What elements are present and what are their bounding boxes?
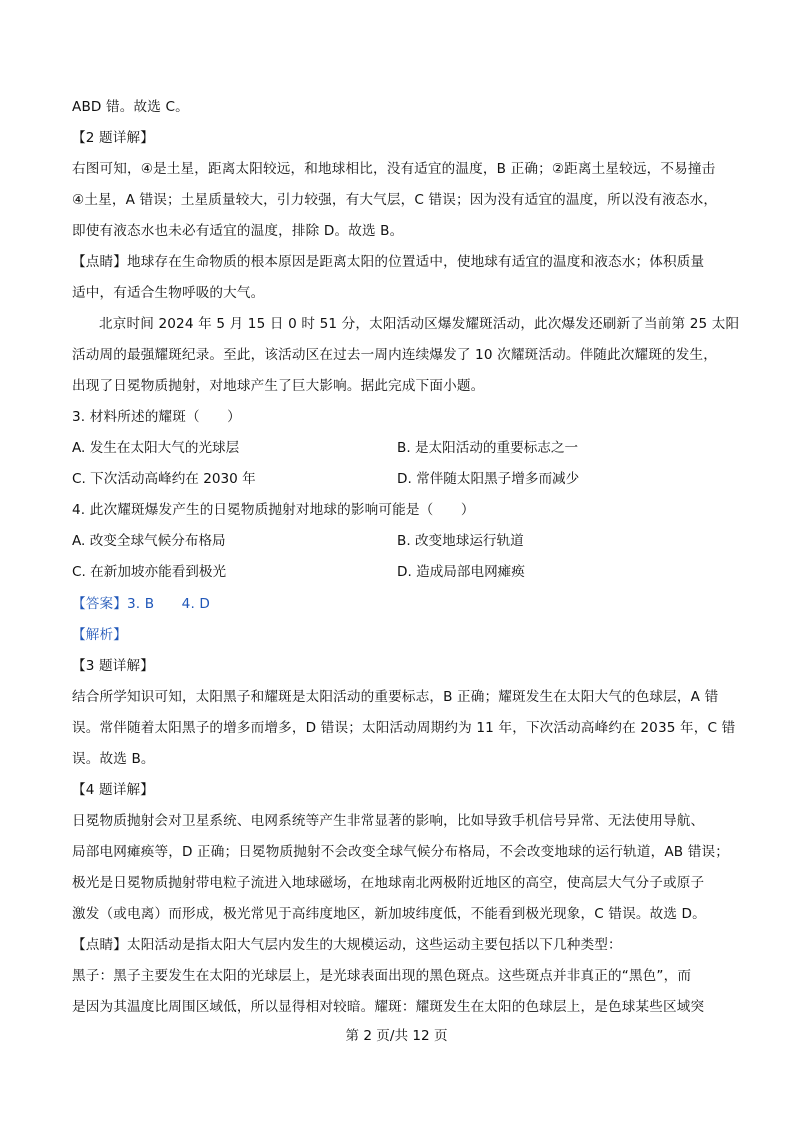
text-line: 右图可知，④是土星，距离太阳较远，和地球相比，没有适宜的温度，B 正确；②距离土星较远，不易撞击 (72, 161, 716, 177)
question-4: 4. 此次耀斑爆发产生的日冕物质抛射对地球的影响可能是（ ） (72, 502, 475, 518)
analysis-heading: 【解析】 (72, 627, 127, 643)
text-line: 误。常伴随着太阳黑子的增多而增多，D 错误；太阳活动周期约为 11 年，下次活动高峰约在 2035 年，C 错 (72, 720, 736, 736)
q3-option-b: B. 是太阳活动的重要标志之一 (397, 440, 579, 456)
text-line: 日冕物质抛射会对卫星系统、电网系统等产生非常显著的影响，比如导致手机信号异常、无法使用导航、 (72, 813, 705, 829)
text-line: ④土星，A 错误；土星质量较大，引力较强，有大气层，C 错误；因为没有适宜的温度，所以没有液态水， (72, 192, 718, 208)
text-line: 局部电网瘫痪等，D 正确；日冕物质抛射不会改变全球气候分布格局，不会改变地球的运行轨道，AB 错误； (72, 844, 729, 860)
q4-option-b: B. 改变地球运行轨道 (397, 533, 524, 549)
q4-option-d: D. 造成局部电网瘫痪 (397, 564, 525, 580)
q4-option-a: A. 改变全球气候分布格局 (72, 533, 226, 549)
text-line: 误。故选 B。 (72, 751, 155, 767)
q3-option-d: D. 常伴随太阳黑子增多而减少 (397, 471, 580, 487)
page-footer: 第 2 页/共 12 页 (345, 1028, 448, 1044)
q3-option-c: C. 下次活动高峰约在 2030 年 (72, 471, 256, 487)
text-line: ABD 错。故选 C。 (72, 99, 189, 115)
text-line: 黑子：黑子主要发生在太阳的光球层上，是光球表面出现的黑色斑点。这些斑点并非真正的“黑色”，而 (72, 968, 692, 984)
text-line: 出现了日冕物质抛射，对地球产生了巨大影响。据此完成下面小题。 (72, 378, 485, 394)
text-line: 北京时间 2024 年 5 月 15 日 0 时 51 分，太阳活动区爆发耀斑活动，此次爆发还刷新了当前第 25 太阳 (99, 316, 740, 332)
text-line: 【点睛】地球存在生命物质的根本原因是距离太阳的位置适中，使地球有适宜的温度和液态水；体积质量 (72, 254, 705, 270)
text-line: 激发（或电离）而形成，极光常见于高纬度地区，新加坡纬度低，不能看到极光现象，C 错误。故选 D。 (72, 906, 706, 922)
text-line: 适中，有适合生物呼吸的大气。 (72, 285, 265, 301)
question-3: 3. 材料所述的耀斑（ ） (72, 409, 241, 425)
note-heading: 【点睛】太阳活动是指太阳大气层内发生的大规模运动，这些运动主要包括以下几种类型： (72, 937, 622, 953)
section-heading: 【3 题详解】 (72, 658, 154, 674)
section-heading: 【2 题详解】 (72, 130, 154, 146)
text-line: 即使有液态水也未必有适宜的温度，排除 D。故选 B。 (72, 223, 404, 239)
text-line: 极光是日冕物质抛射带电粒子流进入地球磁场，在地球南北两极附近地区的高空，使高层大气分子或原子 (72, 875, 705, 891)
text-line: 是因为其温度比周围区域低，所以显得相对较暗。耀斑：耀斑发生在太阳的色球层上，是色球某些区域突 (72, 999, 705, 1015)
text-line: 结合所学知识可知，太阳黑子和耀斑是太阳活动的重要标志，B 正确；耀斑发生在太阳大气的色球层，A 错 (72, 689, 719, 705)
section-heading: 【4 题详解】 (72, 782, 154, 798)
answer-line: 【答案】3. B 4. D (72, 596, 211, 612)
q4-option-c: C. 在新加坡亦能看到极光 (72, 564, 227, 580)
q3-option-a: A. 发生在太阳大气的光球层 (72, 440, 240, 456)
text-line: 活动周的最强耀斑纪录。至此，该活动区在过去一周内连续爆发了 10 次耀斑活动。伴随此次耀斑的发生， (72, 347, 718, 363)
